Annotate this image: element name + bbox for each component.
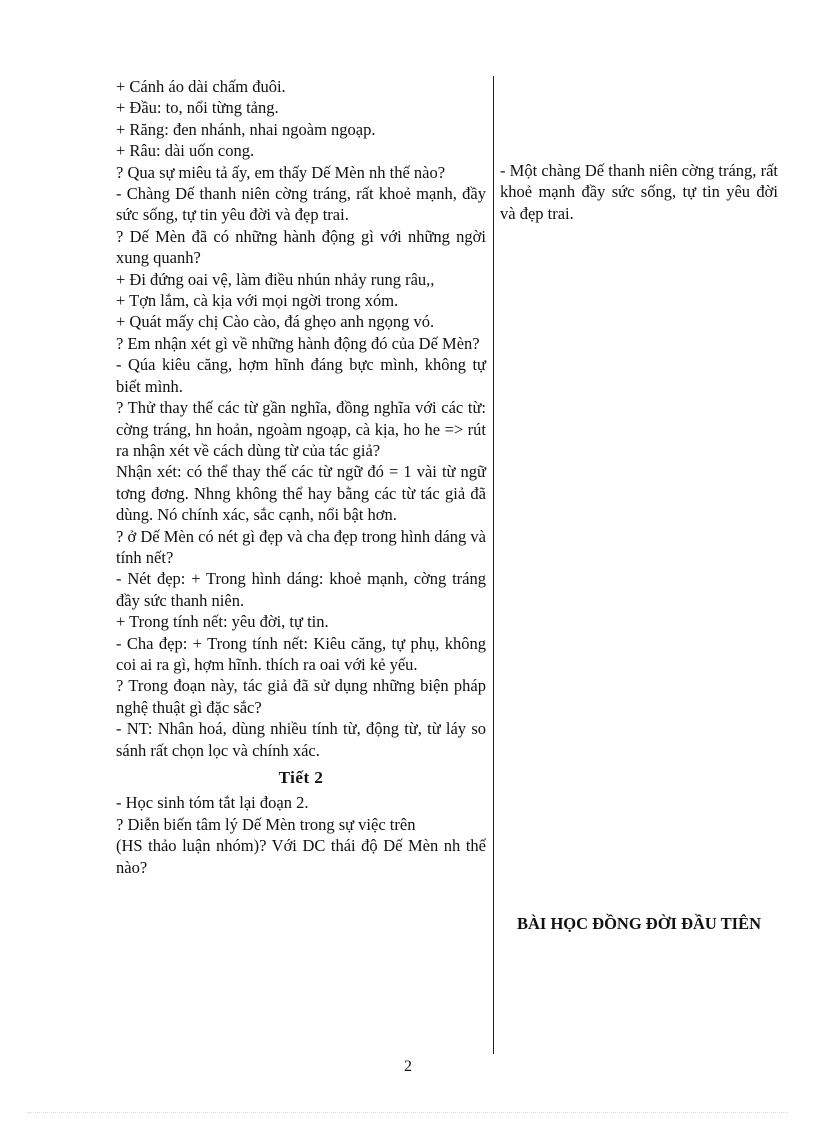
line-tinh-net: + Trong tính nết: yêu đời, tự tin.	[116, 612, 329, 632]
answer-net-dep: - Nét đẹp: + Trong hình dáng: khoẻ mạnh, cờng tráng đầy sức thanh niên.	[116, 569, 486, 610]
page-bottom-rule	[28, 1112, 788, 1113]
left-column	[116, 76, 486, 878]
question-nhan-xet: ? Em nhận xét gì về những hành động đó của Dế Mèn?	[116, 333, 480, 353]
line-di-dung: + Đi đứng oai vệ, làm điều nhún nhảy rung râu,,	[116, 269, 435, 289]
line-ton-lam: + Tợn lắm, cà kịa với mọi ngời trong xóm.	[116, 291, 399, 311]
answer-cha-dep: - Cha đẹp: + Trong tính nết: Kiêu căng, tự phụ, không coi ai ra gì, hợm hĩnh. thích ra oai với kẻ yếu.	[116, 633, 486, 674]
column-divider	[493, 76, 494, 1054]
section-heading-tiet-2: Tiết 2	[278, 768, 324, 787]
answer-chang-de: - Chàng Dế thanh niên cờng tráng, rất khoẻ mạnh, đầy sức sống, tự tin yêu đời và đẹp trai.	[116, 184, 486, 225]
question-thay-the: ? Thử thay thế các từ gần nghĩa, đồng nghĩa với các từ: cờng tráng, hn hoản, ngoàm ngoạp, cà kịa, ho he => rút ra nhận xét về cách dùng từ của tác giả?	[116, 398, 486, 460]
line-rang: + Răng: đen nhánh, nhai ngoàm ngoạp.	[116, 119, 376, 139]
paragraph-nhan-xet: Nhận xét: có thể thay thế các từ ngữ đó = 1 vài từ ngữ tơng đơng. Nhng không thể hay bằng các từ tác giả đã dùng. Nó chính xác, sắc cạnh, nổi bật hơn.	[116, 462, 486, 525]
question-nghe-thuat: ? Trong đoạn này, tác giả đã sử dụng những biện pháp nghệ thuật gì đặc sắc?	[116, 676, 486, 717]
line-quat: + Quát mấy chị Cào cào, đá ghẹo anh ngọng vó.	[116, 312, 435, 332]
line-rau: + Râu: dài uốn cong.	[116, 141, 255, 161]
right-column-note: - Một chàng Dế thanh niên cờng tráng, rất khoẻ mạnh đầy sức sống, tự tin yêu đời và đẹp trai.	[500, 161, 778, 223]
lesson-title: BÀI HỌC ĐỒNG ĐỜI ĐẦU TIÊN	[516, 914, 762, 933]
question-net-dep: ? ở Dế Mèn có nét gì đẹp và cha đẹp trong hình dáng và tính nết?	[116, 526, 486, 567]
line-tom-tat: - Học sinh tóm tắt lại đoạn 2.	[116, 793, 309, 813]
line-canh-ao: + Cánh áo dài chấm đuôi.	[116, 77, 286, 96]
question-hanh-dong: ? Dế Mèn đã có những hành động gì với những ngời xung quanh?	[116, 226, 486, 268]
page-number: 2	[404, 1058, 412, 1075]
answer-kieu-cang: - Qúa kiêu căng, hợm hĩnh đáng bực mình, không tự biết mình.	[116, 355, 486, 396]
question-dien-bien: ? Diễn biến tâm lý Dế Mèn trong sự việc trên	[116, 814, 416, 834]
answer-nghe-thuat: - NT: Nhân hoá, dùng nhiều tính từ, động từ, từ láy so sánh rất chọn lọc và chính xác.	[116, 719, 486, 760]
question-mieu-ta: ? Qua sự miêu tả ấy, em thấy Dế Mèn nh thế nào?	[116, 162, 446, 182]
question-thao-luan: (HS thảo luận nhóm)? Với DC thái độ Dế Mèn nh thế nào?	[116, 836, 486, 877]
line-dau: + Đầu: to, nổi từng tảng.	[116, 98, 279, 118]
